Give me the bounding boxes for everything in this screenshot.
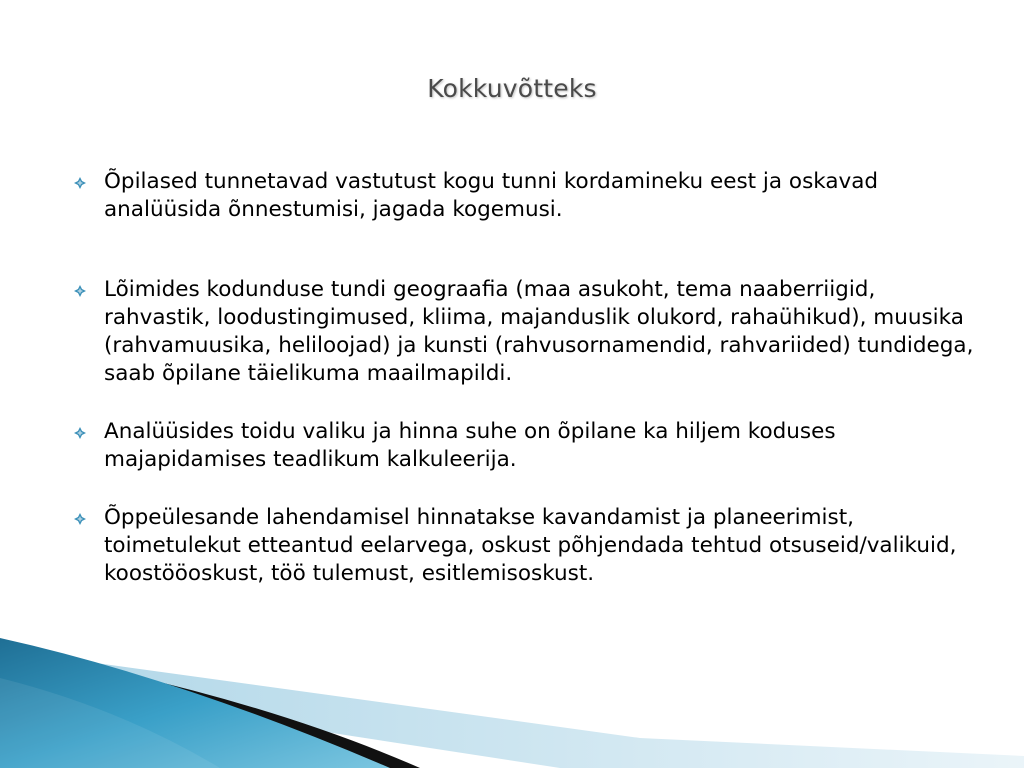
four-petal-diamond-icon: [74, 285, 86, 297]
bullet-list: [74, 168, 974, 588]
four-petal-diamond-icon: [74, 513, 86, 525]
bullet-item: [74, 276, 974, 388]
bullet-text: Analüüsides toidu valiku ja hinna suhe on õpilane ka hiljem koduses majapidamises teadlikum kalkuleerija.: [104, 419, 836, 472]
bullet-item: [74, 504, 974, 588]
decorative-wave-banner: [0, 638, 1024, 768]
slide-title: Kokkuvõtteks: [427, 74, 597, 103]
bullet-text: Õpilased tunnetavad vastutust kogu tunni kordamineku eest ja oskavad analüüsida õnnestumisi, jagada kogemusi.: [104, 169, 879, 222]
bullet-item: [74, 418, 974, 474]
bullet-text: Lõimides kodunduse tundi geograafia (maa asukoht, tema naaberriigid, rahvastik, loodustingimused, kliima, majanduslik olukord, rahaühikud), muusika (rahvamuusika, heliloojad) ja kunsti (rahvusornamendid, rahvariided) tundidega, saab õpilane täielikuma maailmapildi.: [104, 277, 974, 386]
four-petal-diamond-icon: [74, 177, 86, 189]
four-petal-diamond-icon: [74, 427, 86, 439]
bullet-text: Õppeülesande lahendamisel hinnatakse kavandamist ja planeerimist, toimetulekut etteantud eelarvega, oskust põhjendada tehtud otsuseid/valikuid, koostööoskust, töö tulemust, esitlemisoskust.: [104, 505, 957, 586]
bullet-item: [74, 168, 974, 224]
